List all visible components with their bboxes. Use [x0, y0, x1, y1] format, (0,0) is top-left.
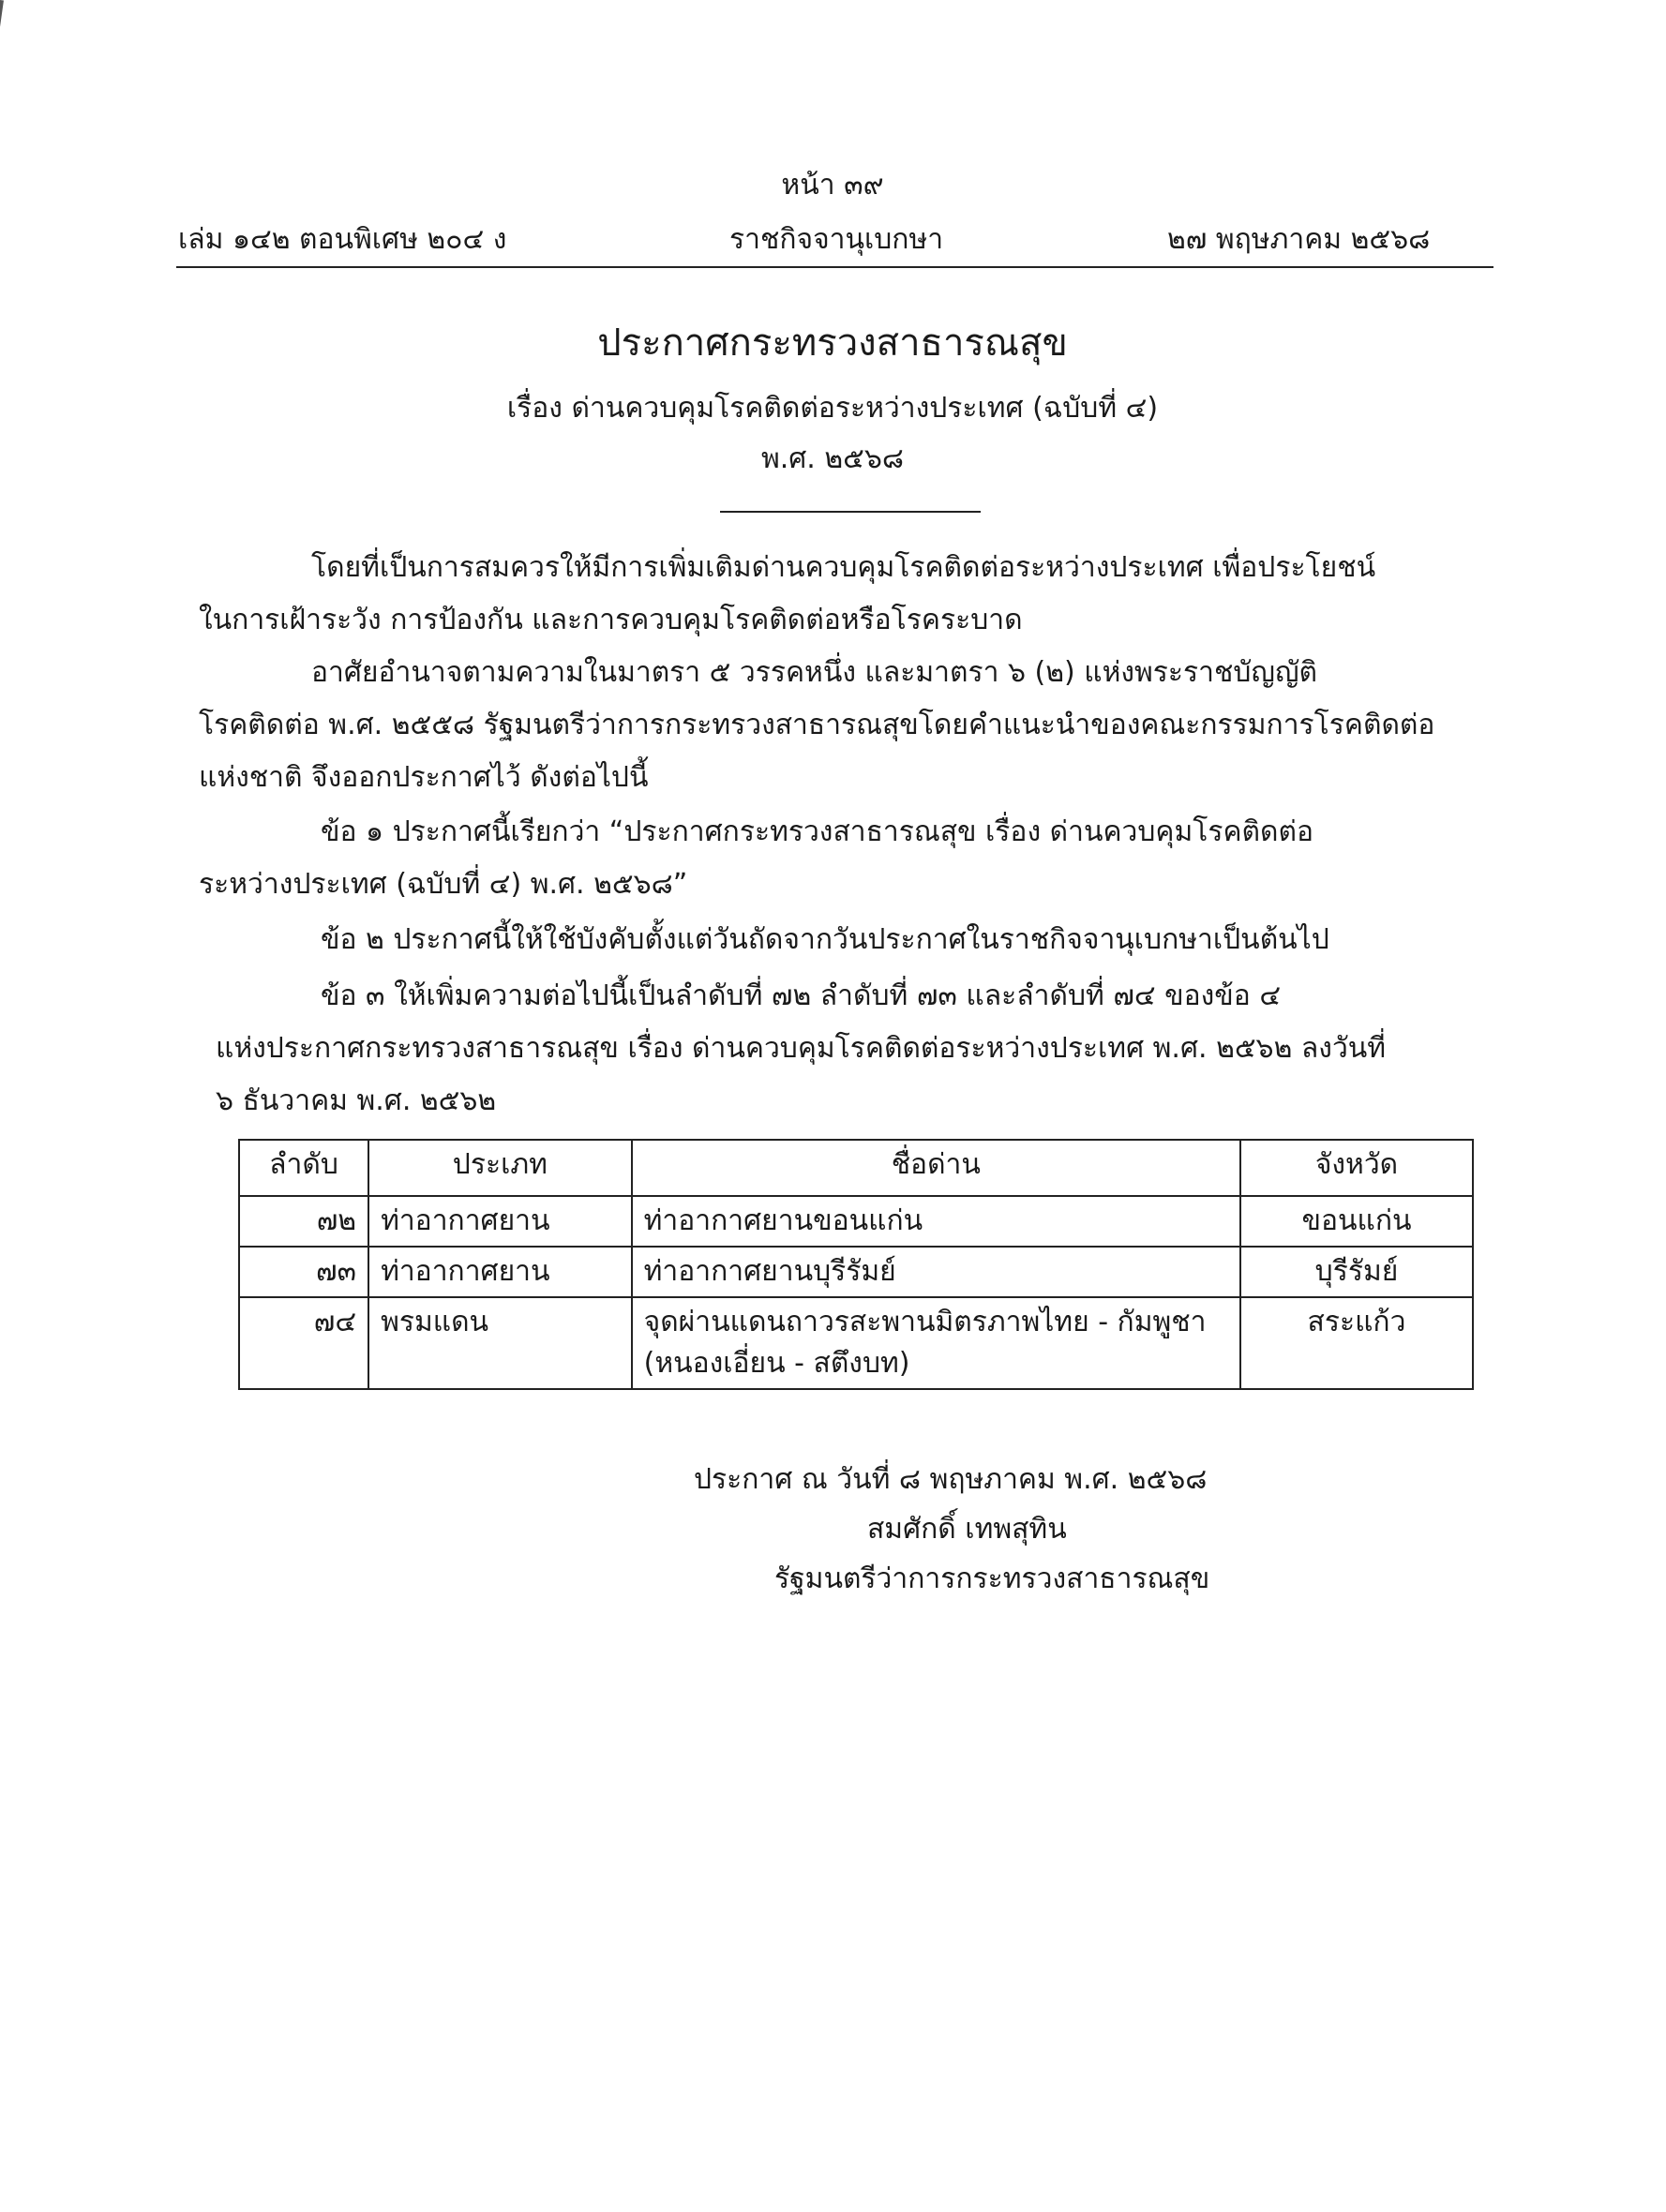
row-checkpoint-name: ท่าอากาศยานขอนแก่น: [632, 1196, 1240, 1247]
row-type: พรมแดน: [368, 1297, 632, 1389]
table-header: ประเภท: [368, 1140, 632, 1196]
table-row: [239, 1297, 1473, 1389]
table-header: ลำดับ: [239, 1140, 368, 1196]
row-checkpoint-name: [632, 1297, 1240, 1389]
checkpoint-table: [238, 1139, 1474, 1390]
clause-3-line: ข้อ ๓ ให้เพิ่มความต่อไปนี้เป็นลำดับที่ ๗๒ ลำดับที่ ๗๓ และลำดับที่ ๗๔ ของข้อ ๔: [321, 979, 1282, 1012]
table-row: [239, 1196, 1473, 1247]
publication-name: ราชกิจจานุเบกษา: [729, 223, 944, 256]
header-rule: [176, 266, 1493, 268]
row-type: ท่าอากาศยาน: [368, 1247, 632, 1297]
document-title: ประกาศกระทรวงสาธารณสุข: [597, 321, 1068, 365]
row-checkpoint-name: ท่าอากาศยานบุรีรัมย์: [632, 1247, 1240, 1297]
clause-1-line: ข้อ ๑ ประกาศนี้เรียกว่า “ประกาศกระทรวงสาธารณสุข เรื่อง ด่านควบคุมโรคติดต่อ: [321, 815, 1314, 848]
row-province: ขอนแก่น: [1240, 1196, 1473, 1247]
clause-1: [199, 806, 1313, 911]
title-rule: [720, 511, 981, 513]
row-province: สระแก้ว: [1240, 1297, 1473, 1389]
document-year: พ.ศ. ๒๕๖๘: [760, 442, 905, 475]
paragraph-2-line: แห่งชาติ จึงออกประกาศไว้ ดังต่อไปนี้: [199, 761, 649, 794]
scan-edge-shadow: [0, 0, 4, 223]
volume-info: เล่ม ๑๔๒ ตอนพิเศษ ๒๐๔ ง: [178, 223, 507, 256]
paragraph-1: [199, 542, 1375, 647]
paragraph-1-line: โดยที่เป็นการสมควรให้มีการเพิ่มเติมด่านควบคุมโรคติดต่อระหว่างประเทศ เพื่อประโยชน์: [311, 551, 1376, 584]
publication-date: ๒๗ พฤษภาคม ๒๕๖๘: [1167, 223, 1431, 256]
table-header: ชื่อด่าน: [632, 1140, 1240, 1196]
clause-2: [199, 914, 1329, 966]
paragraph-1-line: ในการเฝ้าระวัง การป้องกัน และการควบคุมโรคติดต่อหรือโรคระบาด: [199, 604, 1023, 636]
paragraph-2: [199, 647, 1434, 804]
page-number: หน้า ๓๙: [781, 169, 884, 202]
table-header: จังหวัด: [1240, 1140, 1473, 1196]
table-row: [239, 1247, 1473, 1297]
signatory-position: รัฐมนตรีว่าการกระทรวงสาธารณสุข: [774, 1562, 1210, 1595]
clause-1-line: ระหว่างประเทศ (ฉบับที่ ๔) พ.ศ. ๒๕๖๘”: [199, 868, 688, 901]
row-type: ท่าอากาศยาน: [368, 1196, 632, 1247]
clause-3-line: แห่งประกาศกระทรวงสาธารณสุข เรื่อง ด่านควบคุมโรคติดต่อระหว่างประเทศ พ.ศ. ๒๕๖๒ ลงวันที่: [216, 1032, 1387, 1065]
clause-3-line: ๖ ธันวาคม พ.ศ. ๒๕๖๒: [216, 1084, 497, 1117]
clause-3: [216, 970, 1386, 1128]
row-checkpoint-name-line: (หนองเอี่ยน - สตึงบท): [643, 1347, 910, 1380]
signatory-name: สมศักดิ์ เทพสุทิน: [867, 1513, 1067, 1546]
table-header-row: [239, 1140, 1473, 1196]
document-subject: เรื่อง ด่านควบคุมโรคติดต่อระหว่างประเทศ (ฉบับที่ ๔): [506, 392, 1159, 425]
row-number: ๗๔: [239, 1297, 368, 1389]
row-number: ๗๒: [239, 1196, 368, 1247]
row-number: ๗๓: [239, 1247, 368, 1297]
paragraph-2-line: อาศัยอำนาจตามความในมาตรา ๕ วรรคหนึ่ง และมาตรา ๖ (๒) แห่งพระราชบัญญัติ: [311, 656, 1317, 689]
clause-2-line: ข้อ ๒ ประกาศนี้ให้ใช้บังคับตั้งแต่วันถัดจากวันประกาศในราชกิจจานุเบกษาเป็นต้นไป: [321, 923, 1329, 956]
paragraph-2-line: โรคติดต่อ พ.ศ. ๒๕๕๘ รัฐมนตรีว่าการกระทรวงสาธารณสุขโดยคำแนะนำของคณะกรรมการโรคติดต่อ: [199, 709, 1435, 741]
announcement-date: ประกาศ ณ วันที่ ๘ พฤษภาคม พ.ศ. ๒๕๖๘: [694, 1463, 1208, 1496]
row-checkpoint-name-line: จุดผ่านแดนถาวรสะพานมิตรภาพไทย - กัมพูชา: [643, 1306, 1207, 1338]
row-province: บุรีรัมย์: [1240, 1247, 1473, 1297]
